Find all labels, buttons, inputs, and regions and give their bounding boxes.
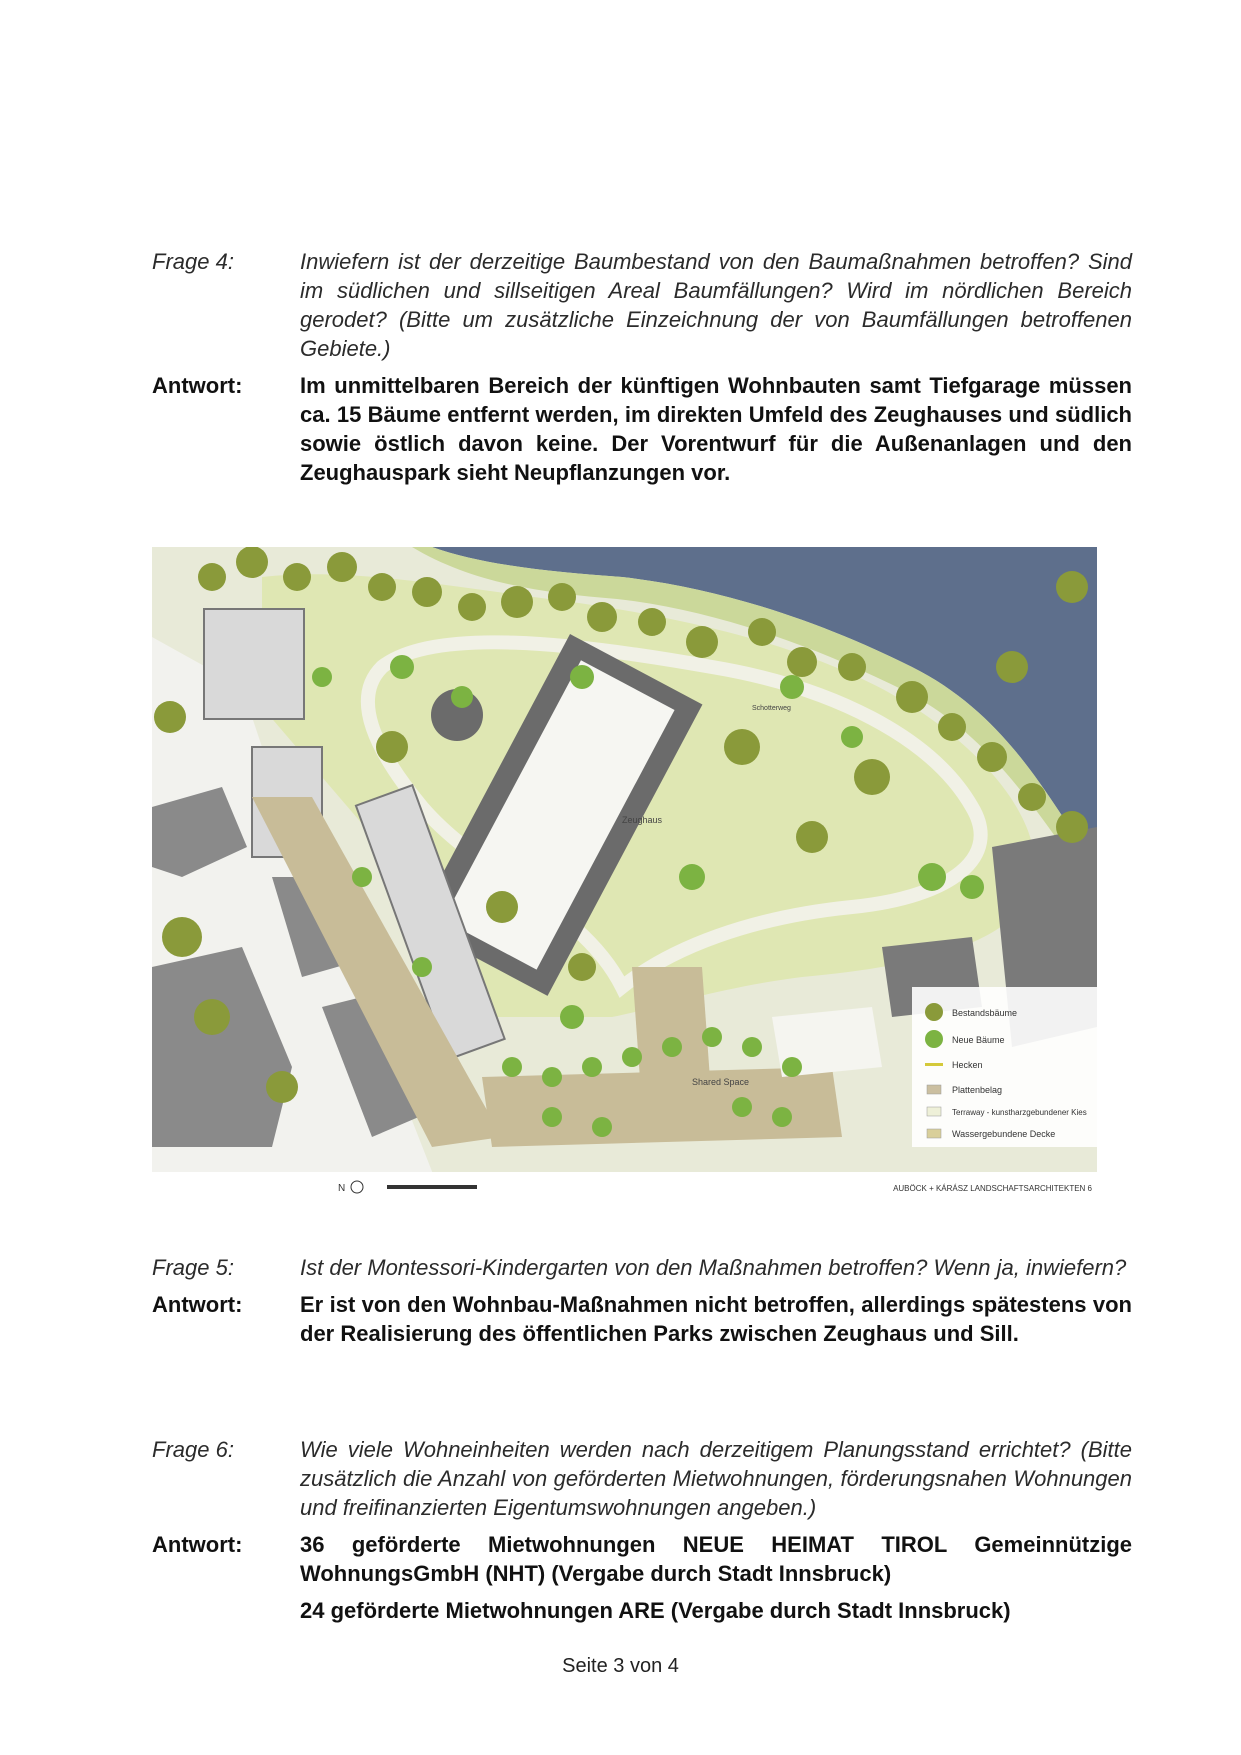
question-text: Inwiefern ist der derzeitige Baumbestand von den Baumaßnahmen betroffen? Sind im südlichen und sillseitigen Areal Baumfällungen? Wird im nördlichen Bereich gerodet? (Bitte um zusätzliche Einzeichnung der von Baumfällungen betroffenen Gebiete.) [300, 249, 1132, 361]
legend-swatch-existing-trees [925, 1003, 943, 1021]
plan-shared-space-label: Shared Space [692, 1077, 750, 1087]
question-text: Ist der Montessori-Kindergarten von den Maßnahmen betroffen? Wenn ja, inwiefern? [300, 1255, 1127, 1280]
question-text: Wie viele Wohneinheiten werden nach derzeitigem Planungsstand errichtet? (Bitte zusätzlich die Anzahl von geförderten Mietwohnungen, förderungsnahen Wohnungen und freifinanzierten Eigentumswohnungen angeben.) [300, 1437, 1132, 1520]
plan-path-label: Schotterweg [752, 705, 791, 712]
legend-swatch-water-bound [927, 1129, 941, 1138]
legend-new-trees: Neue Bäume [952, 1035, 1005, 1045]
legend-paving: Plattenbelag [952, 1085, 1003, 1095]
answer-text-1: 36 geförderte Mietwohnungen NEUE HEIMAT TIROL Gemeinnützige WohnungsGmbH (NHT) (Vergabe durch Stadt Innsbruck) [300, 1532, 1132, 1586]
scale-bar [387, 1185, 477, 1189]
question-5 [152, 1253, 1132, 1282]
answer-6-continued [152, 1596, 1132, 1625]
question-6 [152, 1435, 1132, 1522]
question-4 [152, 247, 1132, 363]
legend-swatch-hedges [925, 1063, 943, 1066]
site-plan-figure [152, 547, 1097, 1197]
question-label: Frage 6: [152, 1437, 234, 1462]
plan-legend [912, 987, 1097, 1147]
answer-4 [152, 371, 1132, 487]
answer-text: Er ist von den Wohnbau-Maßnahmen nicht betroffen, allerdings spätestens von der Realisierung des öffentlichen Parks zwischen Zeughaus und Sill. [300, 1292, 1132, 1346]
north-arrow-label: N [338, 1183, 346, 1194]
question-block-5 [152, 1253, 1132, 1348]
question-label: Frage 4: [152, 249, 234, 274]
answer-label: Antwort: [152, 373, 243, 398]
answer-text: Im unmittelbaren Bereich der künftigen Wohnbauten samt Tiefgarage müssen ca. 15 Bäume entfernt werden, im direkten Umfeld des Zeughauses und südlich sowie östlich davon keine. Der Vorentwurf für die Außenanlagen und den Zeughauspark sieht Neupflanzungen vor. [300, 373, 1132, 485]
legend-swatch-terraway [927, 1107, 941, 1116]
answer-text-2: 24 geförderte Mietwohnungen ARE (Vergabe durch Stadt Innsbruck) [300, 1598, 1011, 1623]
question-label: Frage 5: [152, 1255, 234, 1280]
answer-label: Antwort: [152, 1532, 243, 1557]
plan-credit: AUBÖCK + KÁRÁSZ LANDSCHAFTSARCHITEKTEN 6 [893, 1184, 1092, 1193]
answer-5 [152, 1290, 1132, 1348]
legend-hedges: Hecken [952, 1060, 983, 1070]
legend-swatch-paving [927, 1085, 941, 1094]
question-block-6 [152, 1435, 1132, 1625]
plan-building-label: Zeughaus [622, 815, 663, 825]
legend-terraway: Terraway - kunstharzgebundener Kies [952, 1108, 1087, 1117]
legend-existing-trees: Bestandsbäume [952, 1008, 1018, 1018]
answer-label: Antwort: [152, 1292, 243, 1317]
question-block-4 [152, 247, 1132, 487]
legend-water-bound: Wassergebundene Decke [952, 1129, 1056, 1139]
page-number: Seite 3 von 4 [562, 1655, 679, 1677]
legend-swatch-new-trees [925, 1030, 943, 1048]
answer-6 [152, 1530, 1132, 1588]
